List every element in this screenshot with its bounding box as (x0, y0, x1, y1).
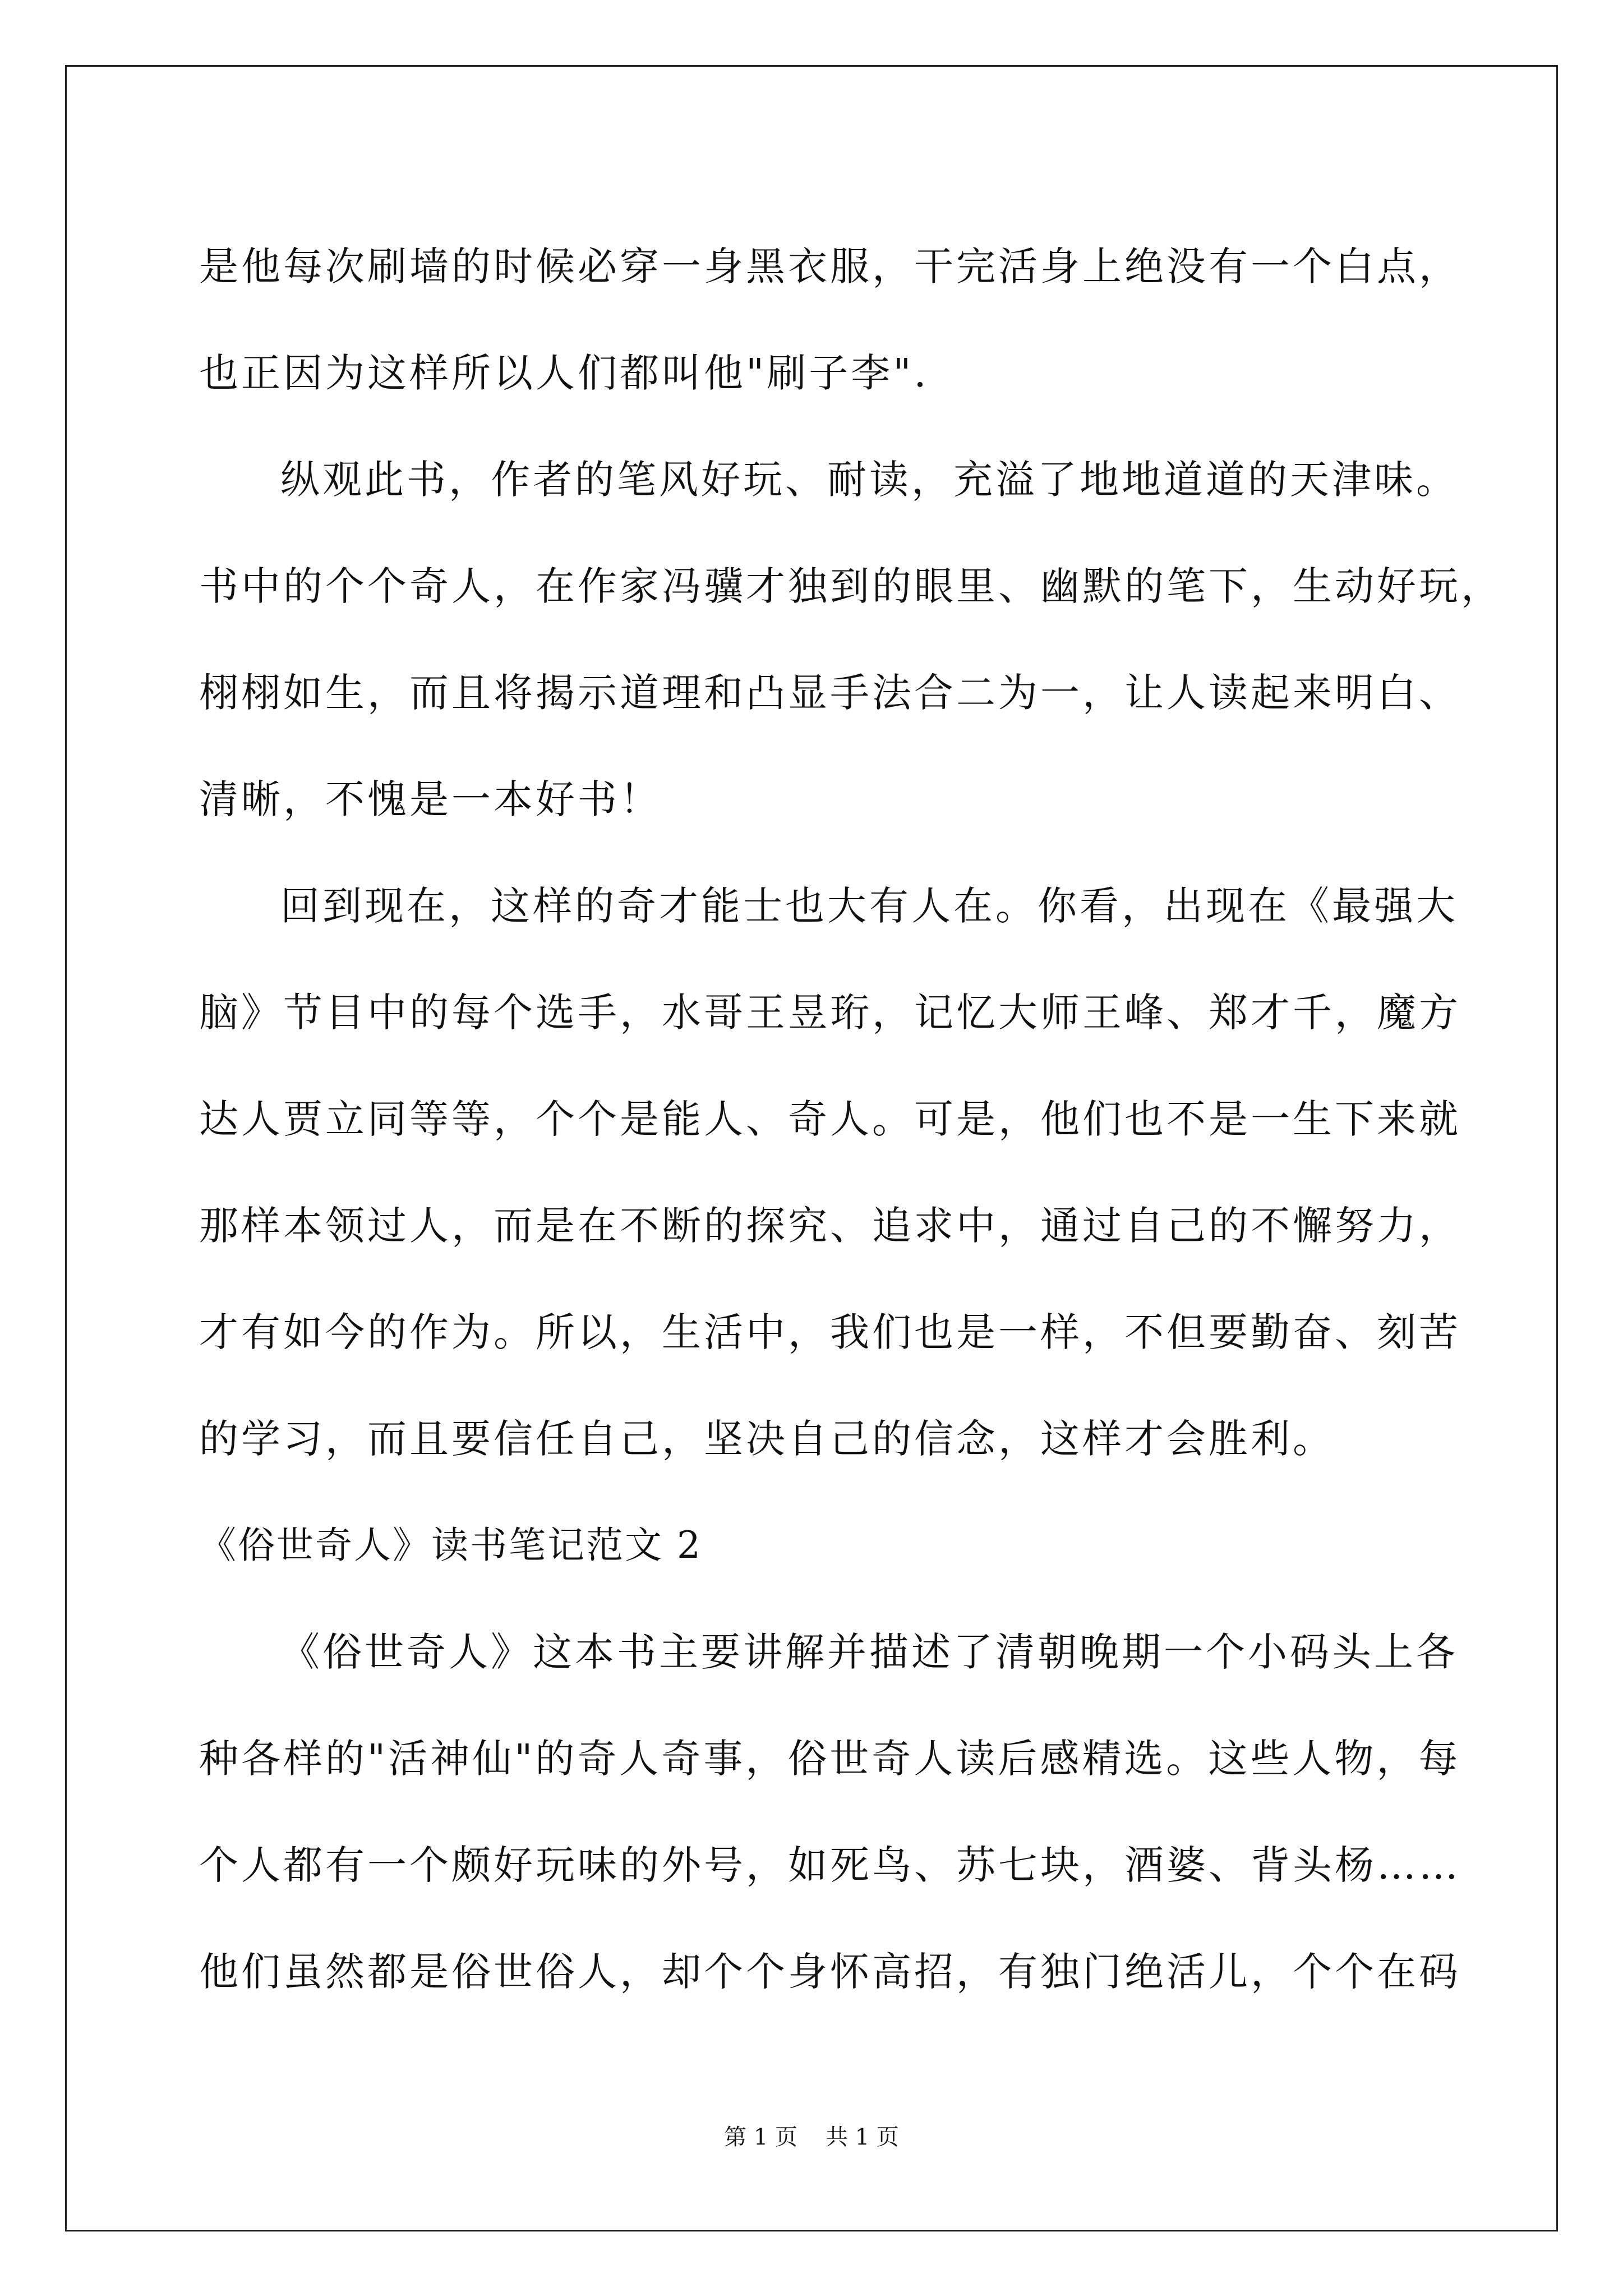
text-line-15: 种各样的"活神仙"的奇人奇事，俗世奇人读后感精选。这些人物，每 (199, 1736, 1461, 1782)
text-line-11: 才有如今的作为。所以，生活中，我们也是一样，不但要勤奋、刻苦 (199, 1309, 1461, 1355)
page-number: 第 1 页 (724, 2124, 797, 2150)
text-line-8: 脑》节目中的每个选手，水哥王昱珩，记忆大师王峰、郑才千，魔方 (199, 990, 1461, 1036)
document-body (199, 213, 1503, 2025)
text-line-9: 达人贾立同等等，个个是能人、奇人。可是，他们也不是一生下来就 (199, 1096, 1461, 1142)
section-heading: 《俗世奇人》读书笔记范文 2 (199, 1524, 702, 1567)
text-line-1: 是他每次刷墙的时候必穿一身黑衣服，干完活身上绝没有一个白点， (199, 243, 1461, 289)
text-line-4: 书中的个个奇人，在作家冯骥才独到的眼里、幽默的笔下，生动好玩， (199, 563, 1503, 609)
text-line-10: 那样本领过人，而是在不断的探究、追求中，通过自己的不懈努力， (199, 1203, 1461, 1249)
text-line-14: 《俗世奇人》这本书主要讲解并描述了清朝晚期一个小码头上各 (280, 1629, 1458, 1675)
page-total: 共 1 页 (826, 2124, 899, 2150)
page-footer (0, 2120, 1623, 2154)
text-line-12: 的学习，而且要信任自己，坚决自己的信念，这样才会胜利。 (199, 1416, 1335, 1462)
text-line-7: 回到现在，这样的奇才能士也大有人在。你看，出现在《最强大 (280, 883, 1458, 929)
text-line-6: 清晰，不愧是一本好书！ (199, 776, 662, 822)
text-line-5: 栩栩如生，而且将揭示道理和凸显手法合二为一，让人读起来明白、 (199, 670, 1461, 716)
text-line-2: 也正因为这样所以人们都叫他"刷子李". (199, 350, 929, 396)
text-line-3: 纵观此书，作者的笔风好玩、耐读，充溢了地地道道的天津味。 (280, 457, 1458, 503)
text-line-17: 他们虽然都是俗世俗人，却个个身怀高招，有独门绝活儿，个个在码 (199, 1949, 1461, 1995)
text-line-16: 个人都有一个颇好玩味的外号，如死鸟、苏七块，酒婆、背头杨…… (199, 1842, 1461, 1888)
